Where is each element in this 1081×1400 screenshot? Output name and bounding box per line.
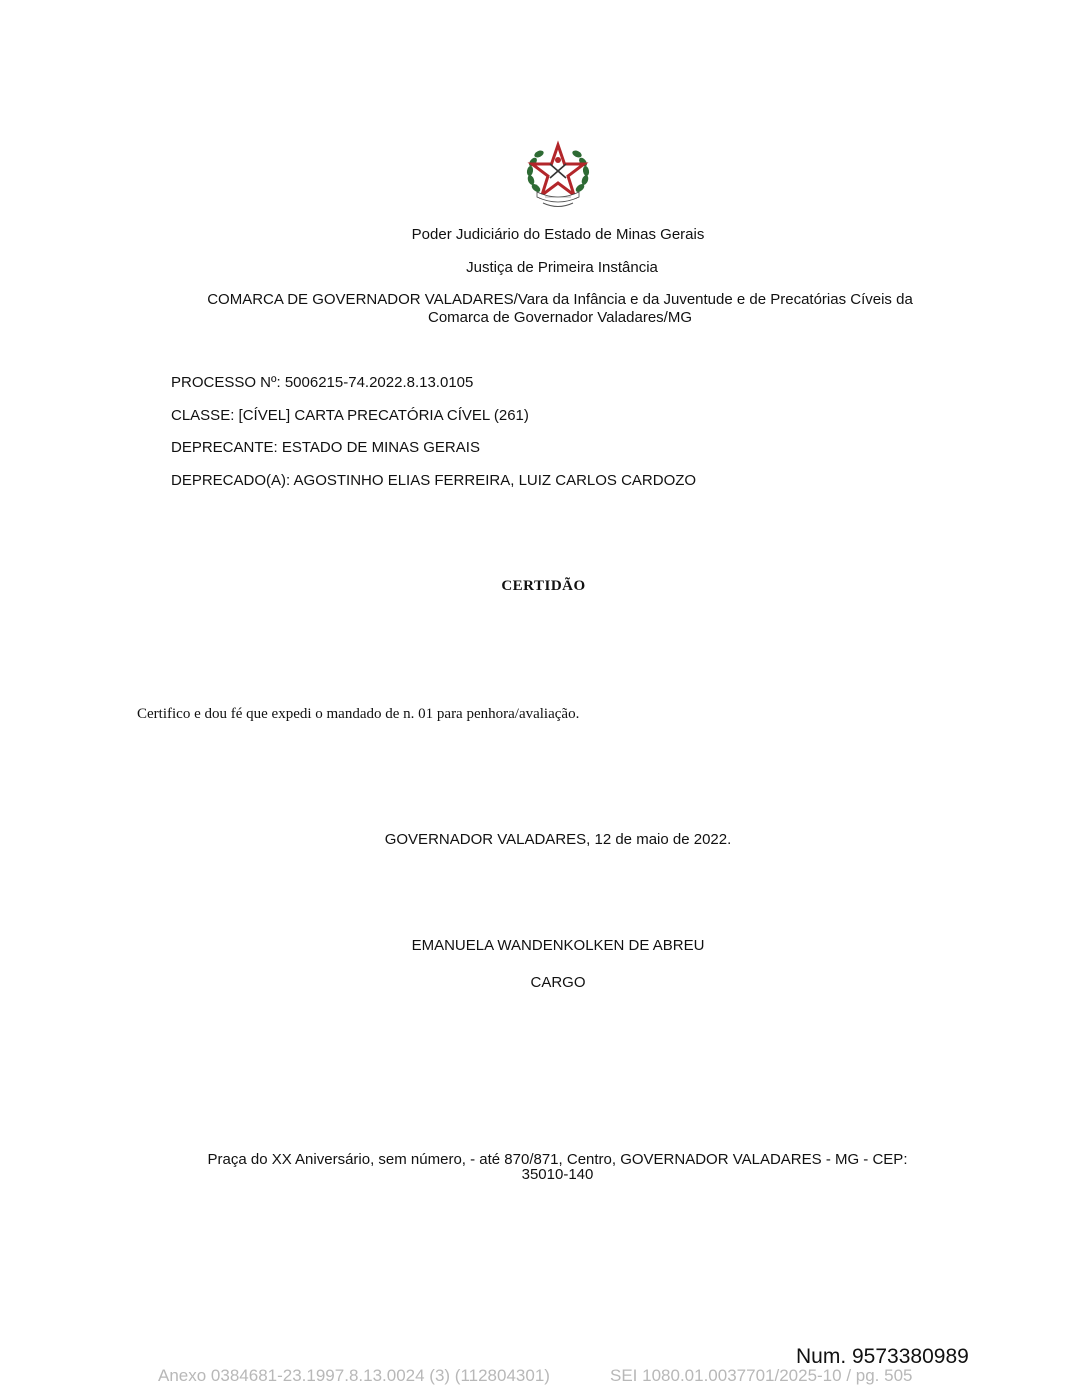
- court-address: [180, 1152, 935, 1182]
- comarca-heading: [150, 291, 970, 327]
- court-instance: Justiça de Primeira Instância: [466, 259, 658, 276]
- signer-role: CARGO: [530, 974, 586, 991]
- address-line-1: Praça do XX Aniversário, sem número, - até 870/871, Centro, GOVERNADOR VALADARES - MG - CEP:: [207, 1151, 908, 1168]
- sei-page-reference: SEI 1080.01.0037701/2025-10 / pg. 505: [610, 1366, 913, 1385]
- comarca-line-1: COMARCA DE GOVERNADOR VALADARES/Vara da Infância e da Juventude e de Precatórias Cíveis da: [207, 291, 913, 308]
- institution-name: Poder Judiciário do Estado de Minas Gerais: [411, 226, 705, 243]
- document-number: Num. 9573380989: [796, 1345, 969, 1368]
- requesting-party: DEPRECANTE: ESTADO DE MINAS GERAIS: [171, 439, 480, 456]
- case-class: CLASSE: [CÍVEL] CARTA PRECATÓRIA CÍVEL (261): [171, 407, 529, 424]
- signer-name: EMANUELA WANDENKOLKEN DE ABREU: [411, 937, 705, 954]
- document-title: CERTIDÃO: [501, 578, 586, 594]
- address-line-2: 35010-140: [521, 1166, 594, 1183]
- annex-reference: Anexo 0384681-23.1997.8.13.0024 (3) (112804301): [158, 1366, 550, 1385]
- process-number: PROCESSO Nº: 5006215-74.2022.8.13.0105: [171, 374, 474, 391]
- state-coat-of-arms-logo: [523, 140, 593, 210]
- requested-party: DEPRECADO(A): AGOSTINHO ELIAS FERREIRA, LUIZ CARLOS CARDOZO: [171, 472, 697, 489]
- comarca-line-2: Comarca de Governador Valadares/MG: [427, 309, 692, 326]
- certificate-body: Certifico e dou fé que expedi o mandado de n. 01 para penhora/avaliação.: [137, 706, 580, 722]
- place-and-date: GOVERNADOR VALADARES, 12 de maio de 2022.: [384, 831, 732, 848]
